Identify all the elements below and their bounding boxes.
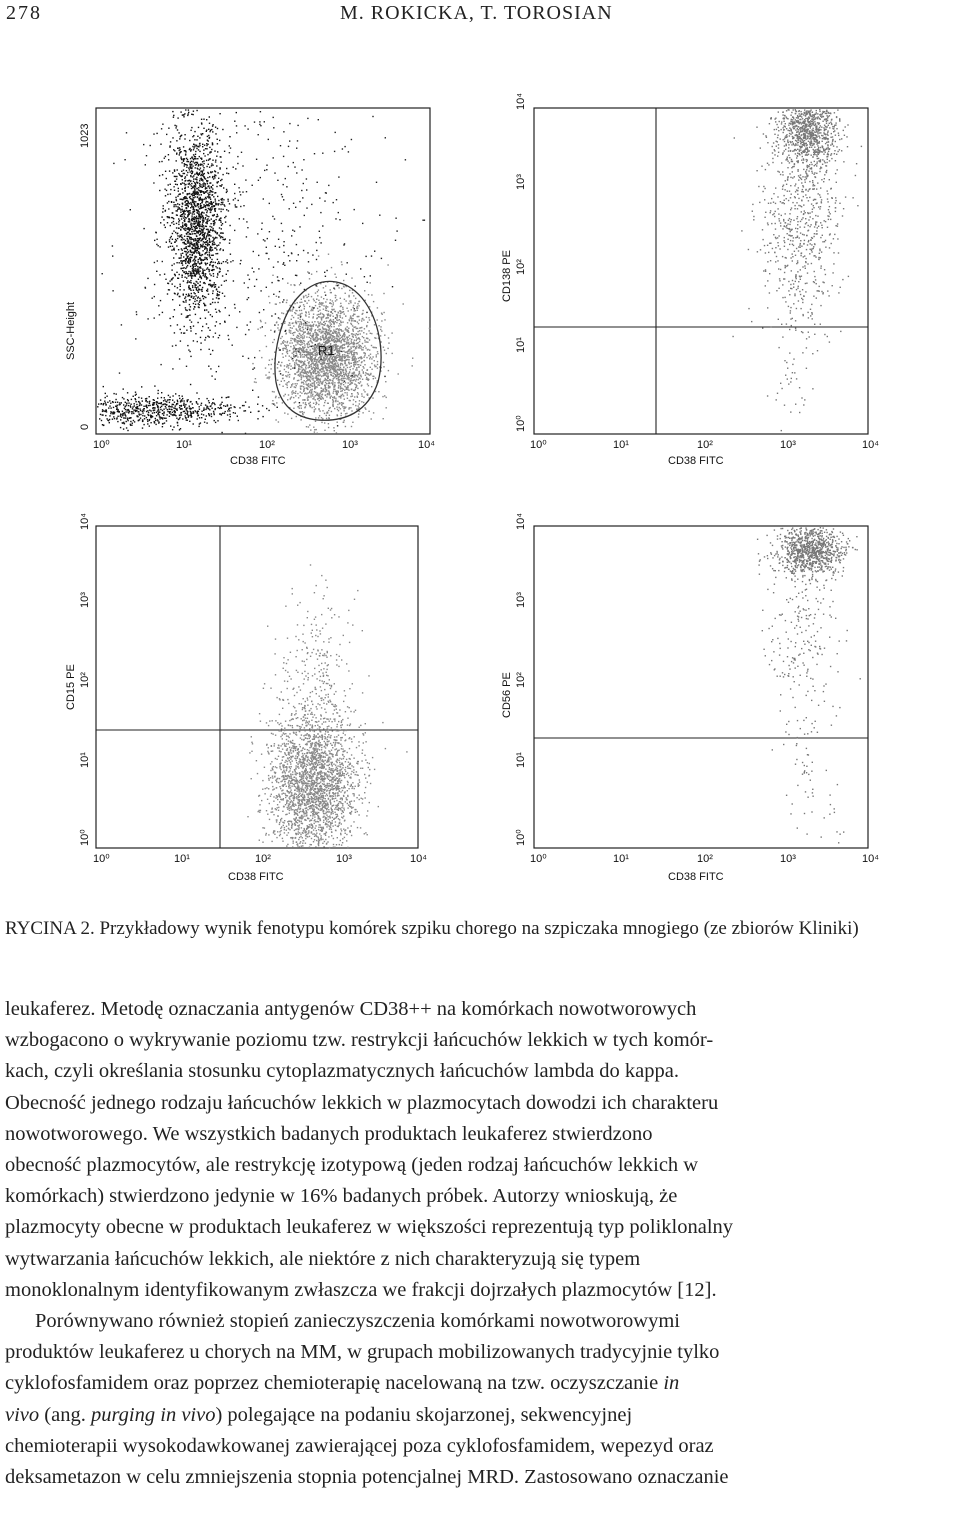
panel-frame bbox=[534, 108, 868, 434]
y-tick: 10³ bbox=[79, 592, 91, 608]
y-tick: 10⁰ bbox=[515, 829, 527, 846]
y-tick: 10¹ bbox=[515, 337, 527, 353]
running-header bbox=[0, 0, 960, 30]
x-axis-label: CD38 FITC bbox=[668, 871, 724, 883]
y-tick: 10¹ bbox=[515, 752, 527, 768]
x-tick: 10² bbox=[697, 853, 713, 865]
text-line bbox=[5, 1400, 957, 1431]
y-tick: 10⁴ bbox=[515, 513, 527, 530]
y-tick: 10² bbox=[515, 672, 527, 688]
y-tick: 10² bbox=[515, 259, 527, 275]
x-tick: 10⁴ bbox=[862, 853, 879, 865]
text-line: Obecność jednego rodzaju łańcuchów lekkich w plazmocytach dowodzi ich charakteru bbox=[5, 1091, 719, 1114]
y-axis-label: SSC-Height bbox=[65, 301, 77, 360]
panel-frame bbox=[96, 108, 430, 434]
figure-caption: RYCINA 2. Przykładowy wynik fenotypu komórek szpiku chorego na szpiczaka mnogiego (ze zbiorów Kliniki) bbox=[5, 918, 859, 939]
x-axis-label: CD38 FITC bbox=[228, 871, 284, 883]
x-tick: 10⁴ bbox=[418, 439, 435, 451]
panel-ssc-vs-cd38 bbox=[65, 108, 435, 467]
italic-term: in bbox=[663, 1372, 680, 1395]
text-line: plazmocyty obecne w produktach leukaferez w większości reprezentują typ poliklonalny bbox=[5, 1216, 734, 1239]
text-line: nowotworowego. We wszystkich badanych produktach leukaferez stwierdzono bbox=[5, 1122, 653, 1145]
x-tick: 10⁰ bbox=[530, 439, 547, 451]
italic-term: vivo bbox=[5, 1403, 40, 1426]
figure-panels bbox=[0, 70, 960, 910]
x-tick: 10² bbox=[697, 439, 713, 451]
x-tick: 10³ bbox=[780, 439, 796, 451]
x-tick: 10¹ bbox=[613, 439, 629, 451]
y-tick: 10⁰ bbox=[515, 415, 527, 432]
text-line: produktów leukaferez u chorych na MM, w grupach mobilizowanych tradycyjnie tylko bbox=[5, 1341, 720, 1364]
x-tick: 10² bbox=[255, 853, 271, 865]
italic-term: purging in vivo bbox=[90, 1403, 216, 1426]
x-tick: 10⁴ bbox=[862, 439, 879, 451]
y-axis-label: CD138 PE bbox=[501, 250, 513, 302]
text-line: wzbogacono o wykrywanie poziomu tzw. restrykcji łańcuchów lekkich w tych komór- bbox=[5, 1029, 714, 1052]
body-text bbox=[5, 994, 957, 1493]
x-tick: 10³ bbox=[336, 853, 352, 865]
text-line: wytwarzania łańcuchów lekkich, ale niektóre z nich charakteryzują się typem bbox=[5, 1247, 641, 1270]
x-ticks bbox=[93, 439, 435, 451]
y-tick: 10⁰ bbox=[79, 829, 91, 846]
text-line: komórkach) stwierdzono jedynie w 16% badanych próbek. Autorzy wnioskują, że bbox=[5, 1185, 678, 1208]
x-ticks bbox=[530, 853, 879, 865]
text-line: leukaferez. Metodę oznaczania antygenów CD38++ na komórkach nowotworowych bbox=[5, 998, 697, 1020]
x-tick: 10⁴ bbox=[410, 853, 427, 865]
page-number: 278 bbox=[6, 2, 42, 24]
scatter-dots bbox=[247, 564, 407, 848]
panel-frame bbox=[534, 526, 868, 848]
text-line: Porównywano również stopień zanieczyszczenia komórkami nowotworowymi bbox=[35, 1310, 680, 1333]
x-tick: 10³ bbox=[342, 439, 358, 451]
x-tick: 10² bbox=[259, 439, 275, 451]
scatter-dots bbox=[757, 527, 861, 844]
y-tick: 10³ bbox=[515, 592, 527, 608]
text-line: monoklonalnym identyfikowanym zwłaszcza we frakcji dojrzałych plazmocytów [12]. bbox=[5, 1278, 717, 1301]
text-line: deksametazon w celu zmniejszenia stopnia potencjalnej MRD. Zastosowano oznaczanie bbox=[5, 1466, 729, 1489]
x-tick: 10⁰ bbox=[93, 853, 110, 865]
x-axis-label: CD38 FITC bbox=[230, 455, 286, 467]
flow-cytometry-figure bbox=[0, 70, 960, 910]
x-tick: 10³ bbox=[780, 853, 796, 865]
gate-label: R1 bbox=[318, 343, 335, 358]
text-line: chemioterapii wysokodawkowanej zawierającej poza cyklofosfamidem, wepezyd oraz bbox=[5, 1434, 714, 1457]
panel-cd15-vs-cd38 bbox=[65, 513, 427, 883]
text-run: (ang. bbox=[44, 1403, 86, 1426]
y-tick: 10² bbox=[79, 672, 91, 688]
y-axis-label: CD56 PE bbox=[501, 672, 513, 718]
scatter-dots bbox=[97, 109, 430, 434]
x-tick: 10⁰ bbox=[93, 439, 110, 451]
running-head-authors: M. ROKICKA, T. TOROSIAN bbox=[340, 2, 613, 24]
y-tick: 10⁴ bbox=[79, 513, 91, 530]
x-tick: 10¹ bbox=[176, 439, 192, 451]
text-run: cyklofosfamidem oraz poprzez chemioterapię nacelowaną na tzw. oczyszczanie bbox=[5, 1372, 659, 1395]
x-tick: 10¹ bbox=[613, 853, 629, 865]
paragraph bbox=[5, 1306, 957, 1493]
panel-cd138-vs-cd38 bbox=[501, 93, 879, 467]
y-axis-label: CD15 PE bbox=[65, 664, 77, 710]
text-line: obecność plazmocytów, ale restrykcję izotypową (jeden rodzaj łańcuchów lekkich w bbox=[5, 1154, 699, 1177]
text-line bbox=[5, 1368, 957, 1399]
panel-frame bbox=[96, 526, 418, 848]
x-ticks bbox=[93, 853, 427, 865]
x-ticks bbox=[530, 439, 879, 451]
x-tick: 10¹ bbox=[174, 853, 190, 865]
y-tick-0: 0 bbox=[79, 423, 91, 430]
text-run: ) polegające na podaniu skojarzonej, sekwencyjnej bbox=[215, 1403, 633, 1426]
x-axis-label: CD38 FITC bbox=[668, 455, 724, 467]
y-tick-1023: 1023 bbox=[79, 123, 91, 148]
y-tick: 10³ bbox=[515, 174, 527, 190]
y-tick: 10⁴ bbox=[515, 93, 527, 110]
y-tick: 10¹ bbox=[79, 752, 91, 768]
scatter-dots bbox=[732, 109, 862, 431]
panel-cd56-vs-cd38 bbox=[501, 513, 879, 883]
paragraph bbox=[5, 994, 957, 1306]
text-line: kach, czyli określania stosunku cytoplazmatycznych łańcuchów lambda do kappa. bbox=[5, 1060, 679, 1083]
x-tick: 10⁰ bbox=[530, 853, 547, 865]
